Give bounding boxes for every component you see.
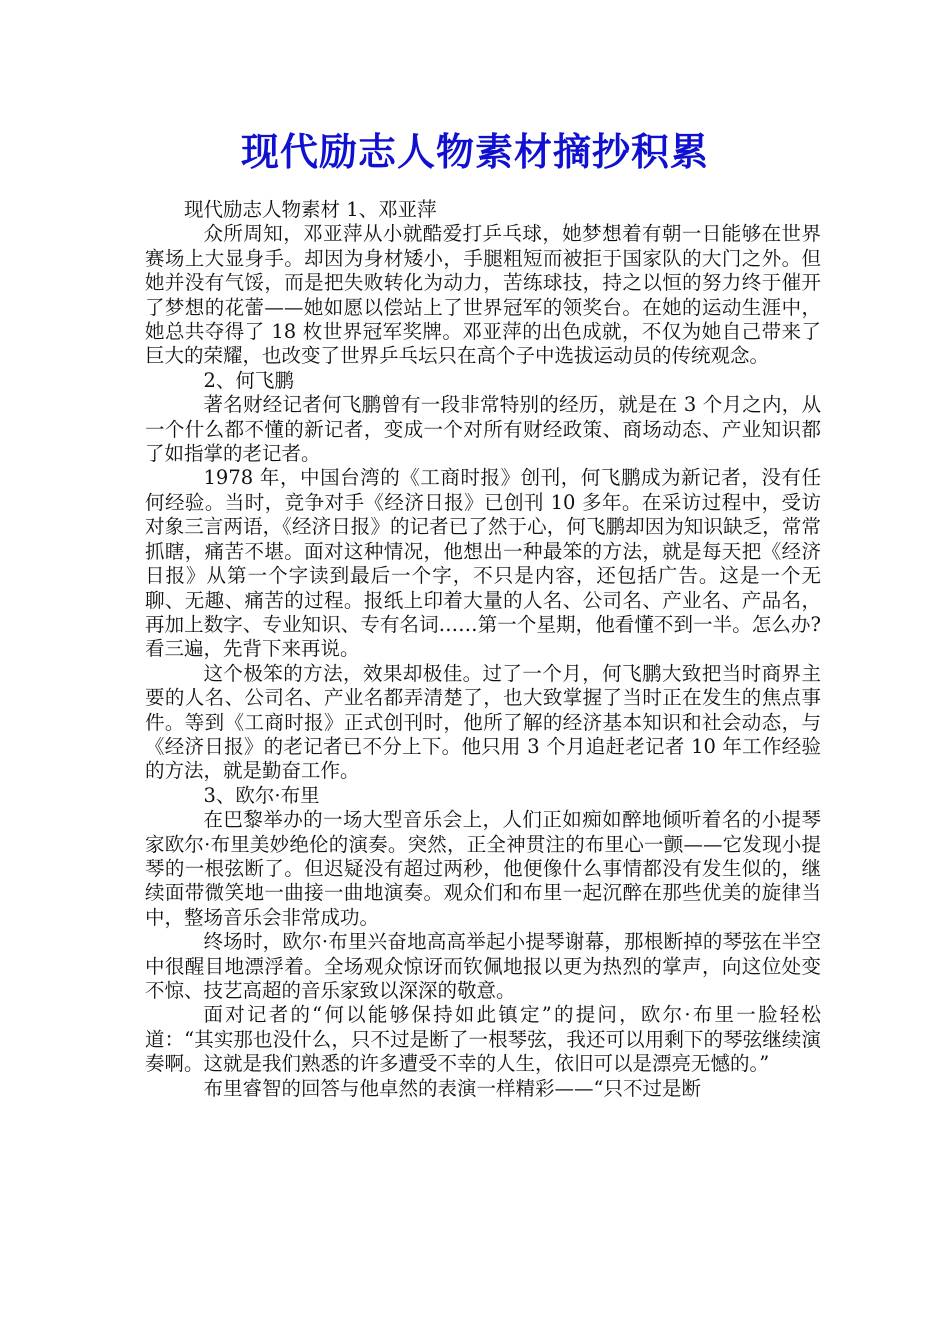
body-paragraph: 这个极笨的方法，效果却极佳。过了一个月，何飞鹏大致把当时商界主要的人名、公司名、产业名都弄清楚了，也大致掌握了当时正在发生的焦点事件。等到《工商时报》正式创刊时，他所了解的经济基本知识和社会动态，与《经济日报》的老记者已不分上下。他只用 3 个月追赶老记者 10 年工作经验的方法，就是勤奋工作。 [145, 661, 821, 783]
section-heading: 现代励志人物素材 1、邓亚萍 [184, 198, 437, 221]
body-paragraph: 著名财经记者何飞鹏曾有一段非常特别的经历，就是在 3 个月之内，从一个什么都不懂的新记者，变成一个对所有财经政策、商场动态、产业知识都了如指掌的老记者。 [145, 393, 821, 466]
section-heading: 3、欧尔·布里 [203, 783, 320, 807]
body-paragraph: 面对记者的“何以能够保持如此镇定”的提问，欧尔·布里一脸轻松道：“其实那也没什么，只不过是断了一根琴弦，我还可以用剩下的琴弦继续演奏啊。这就是我们熟悉的许多遭受不幸的人生，依旧可以是漂亮无憾的。” [145, 1003, 821, 1076]
body-paragraph: 1978 年，中国台湾的《工商时报》创刊，何飞鹏成为新记者，没有任何经验。当时，竞争对手《经济日报》已创刊 10 多年。在采访过程中，受访对象三言两语，《经济日报》的记者已了然于心，何飞鹏却因为知识缺乏，常常抓瞎，痛苦不堪。面对这种情况，他想出一种最笨的方法，就是每天把《经济日报》从第一个字读到最后一个字，不只是内容，还包括广告。这是一个无聊、无趣、痛苦的过程。报纸上印着大量的人名、公司名、产业名、产品名，再加上数字、专业知识、专有名词……第一个星期，他看懂不到一半。怎么办?看三遍，先背下来再说。 [145, 466, 821, 661]
body-paragraph: 布里睿智的回答与他卓然的表演一样精彩——“只不过是断 [203, 1076, 701, 1100]
body-paragraph: 众所周知，邓亚萍从小就酷爱打乒乓球，她梦想着有朝一日能够在世界赛场上大显身手。却因为身材矮小，手腿粗短而被拒于国家队的大门之外。但她并没有气馁，而是把失败转化为动力，苦练球技，持之以恒的努力终于催开了梦想的花蕾——她如愿以偿站上了世界冠军的领奖台。在她的运动生涯中，她总共夺得了 18 枚世界冠军奖牌。邓亚萍的出色成就，不仅为她自己带来了巨大的荣耀，也改变了世界乒乓坛只在高个子中选拔运动员的传统观念。 [145, 222, 821, 368]
document-body [145, 198, 821, 1101]
section-heading: 2、何飞鹏 [203, 368, 294, 392]
document-title: 现代励志人物素材摘抄积累 [240, 130, 709, 174]
body-paragraph: 在巴黎举办的一场大型音乐会上，人们正如痴如醉地倾听着名的小提琴家欧尔·布里美妙绝伦的演奏。突然，正全神贯注的布里心一颤——它发现小提琴的一根弦断了。但迟疑没有超过两秒，他便像什么事情都没有发生似的，继续面带微笑地一曲接一曲地演奏。观众们和布里一起沉醉在那些优美的旋律当中，整场音乐会非常成功。 [145, 808, 821, 929]
body-paragraph: 终场时，欧尔·布里兴奋地高高举起小提琴谢幕，那根断掉的琴弦在半空中很醒目地漂浮着。全场观众惊讶而钦佩地报以更为热烈的掌声，向这位处变不惊、技艺高超的音乐家致以深深的敬意。 [145, 930, 821, 1002]
